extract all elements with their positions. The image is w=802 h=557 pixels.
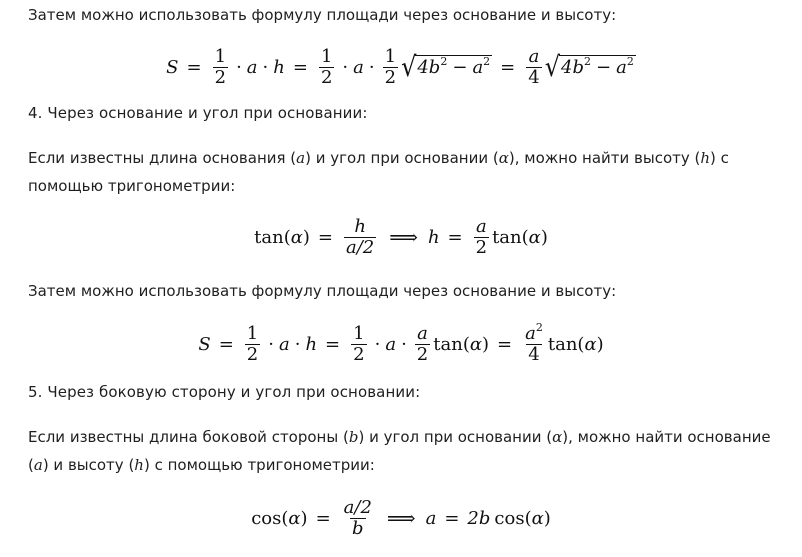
text-part: Если известны длина основания ( [28,149,297,167]
exponent: 2 [535,320,543,334]
paren: ) [300,507,308,529]
cdot: · [374,333,381,355]
section-heading-4: 4. Через основание и угол при основании: [28,104,368,122]
var-a: a [525,322,536,344]
var-a: a [278,333,290,355]
paren: ( [577,333,585,355]
square-root [544,50,636,84]
cdot: · [236,56,242,78]
square-root [401,50,492,84]
eq-sign: = [218,333,234,355]
paren: ) [596,333,604,355]
exponent: 2 [440,55,448,68]
fraction-one-half [383,47,398,88]
formula-area-sqrt [0,43,802,91]
implies-arrow: ⟹ [389,225,418,249]
exponent: 2 [483,55,491,68]
paragraph-5-line-1 [28,423,771,452]
cdot: · [342,56,349,78]
paren: ( [281,507,289,529]
eq-sign: = [325,333,341,355]
den: 2 [475,236,488,258]
fraction-one-half [213,47,228,88]
num: 1 [246,322,259,344]
var-a: a [472,57,484,78]
num: 1 [384,45,397,67]
fraction-one-half [245,324,260,365]
var-h: h [700,149,711,167]
formula-cos-base [0,494,802,542]
var-a: a [296,149,306,167]
cdot: · [262,56,269,78]
num: 1 [214,45,227,67]
num: a/2 [343,496,372,518]
eq-sign: = [315,507,331,529]
fraction-one-half [319,47,334,88]
minus: − [452,57,468,78]
radical-sign: √ [544,50,561,84]
var-alpha: α [528,226,541,248]
den: a/2 [346,236,375,258]
eq-sign: = [497,333,513,355]
var-alpha: α [469,333,482,355]
term-2b: 2b [467,507,491,529]
den: 4 [528,343,540,365]
text-part: ) с [710,149,729,167]
section-heading-5: 5. Через боковую сторону и угол при основании: [28,383,421,401]
fn-cos: cos [494,507,525,529]
var-S: S [166,56,179,78]
eq-sign: = [500,56,516,78]
exponent: 2 [584,55,591,68]
var-alpha: α [290,226,303,248]
var-alpha: α [584,333,597,355]
paren: ( [462,333,470,355]
var-a: a [246,56,258,78]
num: h [354,215,366,237]
fn-tan: tan [547,333,578,355]
den: 2 [384,66,397,88]
cdot: · [401,333,407,355]
paren: ) [482,333,490,355]
var-a: a [616,57,627,78]
fraction-a2-over-b [342,498,374,539]
radicand-4b: 4b [417,57,441,78]
formula-area-tan [0,319,802,369]
paren: ) [540,226,548,248]
var-a: a [33,456,43,474]
den: 2 [320,66,333,88]
text-part: ) и угол при основании ( [305,149,499,167]
den: 2 [353,343,365,365]
minus: − [596,57,612,78]
text-part: ) с помощью тригонометрии: [143,456,375,474]
var-a: a [353,56,364,78]
paren: ( [283,226,291,248]
var-b: b [348,428,359,446]
text-part: ), можно найти основание [562,428,771,446]
den: 2 [246,343,259,365]
var-alpha: α [288,507,301,529]
text-part: ) и угол при основании ( [358,428,553,446]
text-part: Если известны длина боковой стороны ( [28,428,349,446]
eq-sign: = [447,226,463,248]
radicand-4b: 4b [561,57,584,78]
var-alpha: α [498,149,509,167]
var-a: a [385,333,397,355]
paren: ) [543,507,551,529]
var-h: h [427,226,440,248]
var-h: h [273,56,285,78]
cdot: · [294,333,301,355]
eq-sign: = [317,226,334,248]
text-part: ), можно найти высоту ( [508,149,701,167]
fraction-a-over-2 [415,324,430,365]
fn-cos: cos [251,507,282,529]
eq-sign: = [292,56,308,78]
var-alpha: α [552,428,563,446]
intro-text-2: Затем можно использовать формулу площади через основание и высоту: [28,282,617,300]
paragraph-5-line-2 [28,451,375,480]
den: 2 [214,66,227,88]
cdot: · [368,56,375,78]
text-part: ) и высоту ( [42,456,135,474]
eq-sign: = [444,507,460,529]
formula-tan-height [0,213,802,261]
den: b [352,517,364,539]
paren: ( [521,226,529,248]
fraction-a-over-2 [474,217,489,258]
var-a: a [425,507,437,529]
num [523,320,545,344]
fraction-a-over-4 [526,47,541,88]
cdot: · [268,333,274,355]
paren: ) [302,226,310,248]
fraction-one-half [351,324,366,365]
radical-sign: √ [401,50,417,84]
paragraph-4-line-1 [28,144,729,173]
den: 2 [416,343,429,365]
num: 1 [353,322,365,344]
num: a [528,45,540,67]
var-h: h [305,333,318,355]
num: a [475,215,487,237]
fn-tan: tan [492,226,522,248]
implies-arrow: ⟹ [386,506,416,530]
fraction-h-over-a2 [344,217,376,258]
text-part: ( [28,456,34,474]
intro-text-1: Затем можно использовать формулу площади через основание и высоту: [28,6,617,24]
den: 4 [528,66,540,88]
fraction-a2-over-4 [523,320,545,365]
paragraph-4-line-2: помощью тригонометрии: [28,177,236,195]
eq-sign: = [186,56,202,78]
fn-tan: tan [433,333,463,355]
var-h: h [134,456,144,474]
num: 1 [320,45,333,67]
fn-tan: tan [254,226,284,248]
paren: ( [524,507,532,529]
exponent: 2 [626,55,634,68]
num: a [417,322,428,344]
var-S: S [198,333,211,355]
var-alpha: α [531,507,544,529]
